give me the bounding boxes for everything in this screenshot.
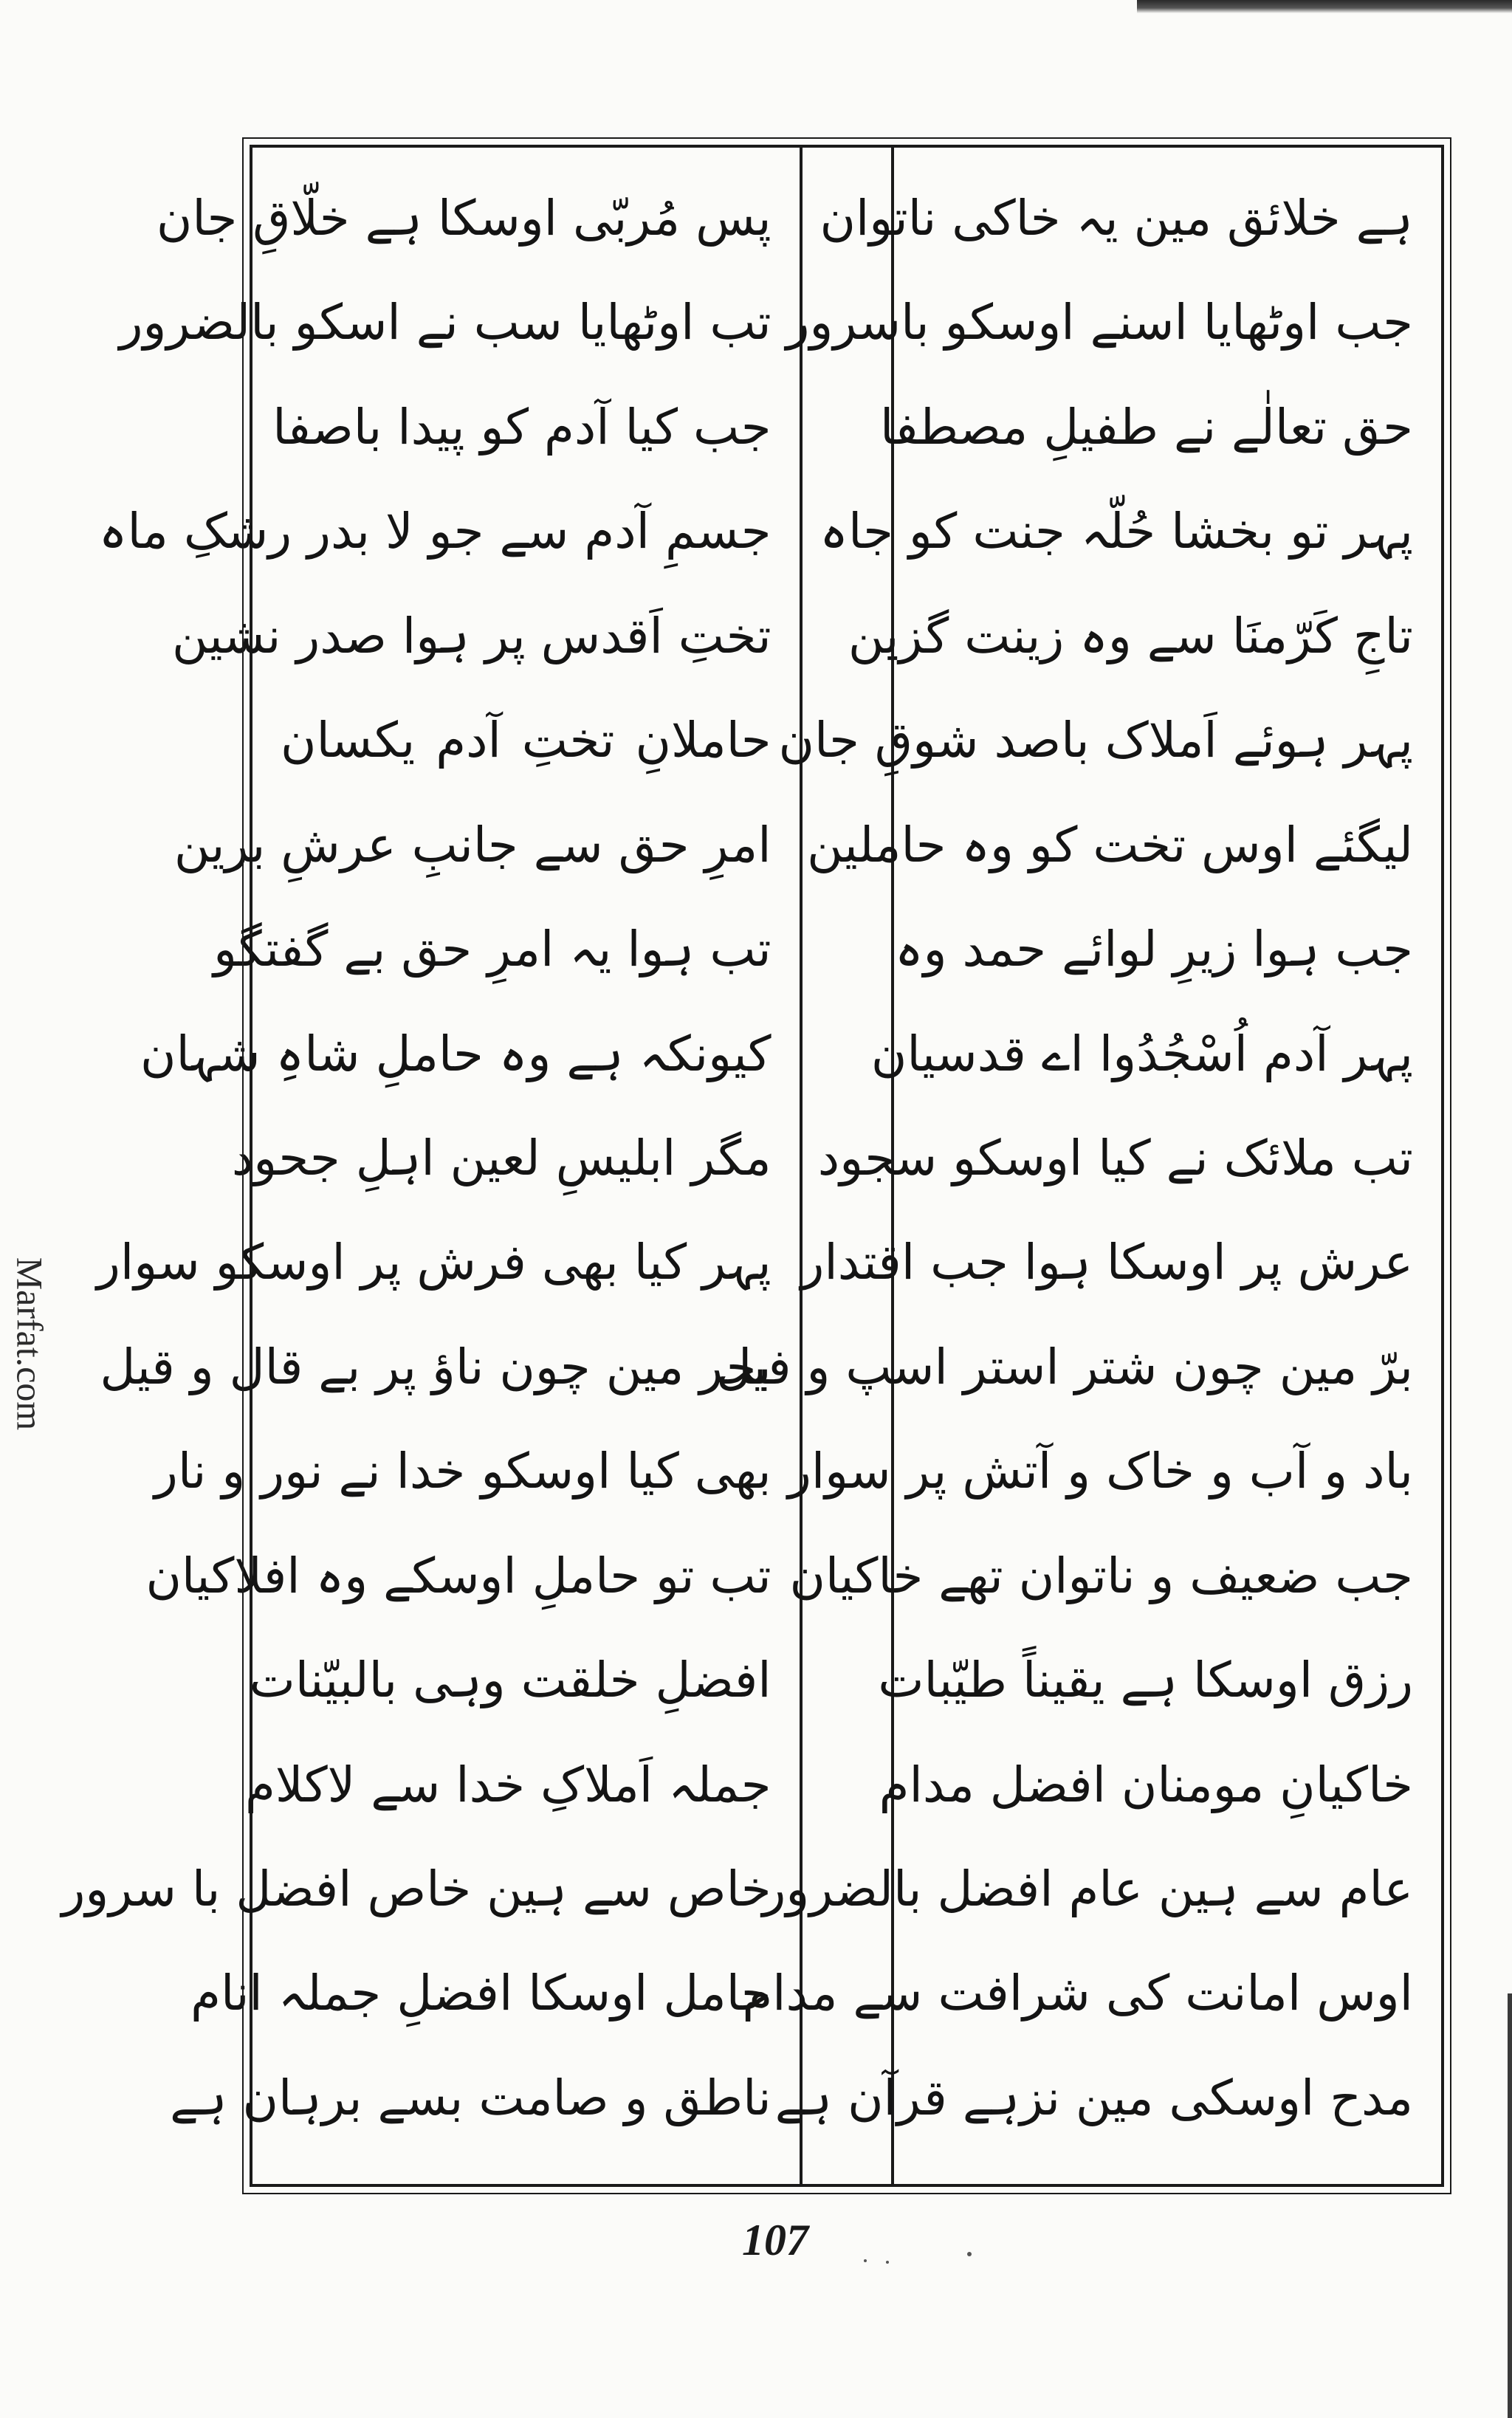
verse-line: مدح اوسکی مین نزہے قرآن ہے [774,2069,1413,2126]
right-scan-edge [1508,1993,1512,2418]
verse-line: افضلِ خلقت وہی بالبیّنات [249,1652,772,1709]
verse-line: تختِ اَقدس پر ہوا صدر نشین [171,607,772,664]
verse-line: جب کیا آدم کو پیدا باصفا [272,398,772,456]
verse-line: جملہ اَملاکِ خدا سے لاکلام [245,1756,772,1813]
verse-line: تاجِ کَرّمنَا سے وہ زینت گزین [848,607,1413,664]
verse-line: بھی کیا اوسکو خدا نے نور و نار [154,1443,772,1500]
watermark [7,1203,52,1484]
page-number: 107 [742,2216,808,2264]
scan-speck [864,2259,867,2262]
verse-line: باد و آب و خاک و آتش پر سوار [787,1443,1413,1500]
verse-line: پس مُربّی اوسکا ہے خلّاقِ جان [156,190,772,247]
verse-line: پہر آدم اُسْجُدُوا اے قدسیان [870,1025,1413,1082]
scan-speck [967,2252,972,2256]
verse-line: خاکیانِ مومنان افضل مدام [879,1756,1413,1813]
verse-line: جسمِ آدم سے جو لا بدر رشکِ ماہ [98,503,772,560]
top-scan-edge [1137,0,1512,13]
verse-line: عام سے ہین عام افضل بالضرور [762,1861,1413,1917]
verse-line: لیگئے اوس تخت کو وہ حاملین [807,816,1413,873]
verse-line: اوس امانت کی شرافت سے مدام [742,1965,1413,2022]
verse-line: تب تو حاملِ اوسکے وہ افلاکیان [145,1547,772,1604]
watermark-text: Marfat.com [9,1257,50,1431]
verse-line: تب اوٹھایا سب نے اسکو بالضرور [119,294,772,351]
verse-line: جب اوٹھایا اسنے اوسکو باسرور [786,294,1413,351]
verse-line: حق تعالٰے نے طفیلِ مصطفا [880,398,1413,456]
verse-line: پہر کیا بھی فرش پر اوسکو سوار [97,1234,772,1291]
verse-line: رزق اوسکا ہے یقیناً طیّبات [878,1652,1413,1709]
verse-line: عرش پر اوسکا ہوا جب اقتدار [800,1234,1413,1291]
verse-line: خاص سے ہین خاص افضل با سرور [61,1861,772,1917]
verse-line: ناطق و صامت بسے برہان ہے [170,2069,772,2126]
verse-line: مگر ابلیسِ لعین اہلِ جحود [231,1129,772,1186]
column-right [716,148,1441,2184]
verse-line: برّ مین چون شتر استر اسپ و فیل [716,1338,1413,1395]
verse-line: امرِ حق سے جانبِ عرشِ برین [173,816,772,873]
verse-line: پہر ہوئے اَملاک باصد شوقِ جان [778,712,1413,769]
verse-line: ہے خلائق مین یہ خاکی ناتوان [819,190,1413,247]
verse-line: جب ہوا زیرِ لوائے حمد وہ [894,921,1413,978]
verse-line: حامل اوسکا افضلِ جملہ انام [190,1965,772,2022]
verse-frame [61,145,1444,2187]
verse-line: جب ضعیف و ناتوان تھے خاکیان [789,1547,1413,1604]
verse-line: تب ملائک نے کیا اوسکو سجود [817,1129,1413,1186]
verse-line: تب ہوا یہ امرِ حق بے گفتگو [213,921,772,978]
scan-speck [886,2261,889,2264]
verse-line: پہر تو بخشا حُلّہ جنت کو جاہ [819,503,1413,560]
column-left [61,148,800,2184]
verse-line: کیونکہ ہے وہ حاملِ شاہِ شہان [140,1025,772,1082]
verse-line: حاملانِ تختِ آدم یکسان [281,712,772,769]
verse-line: بحر مین چون ناؤ پر بے قال و قیل [100,1338,772,1395]
